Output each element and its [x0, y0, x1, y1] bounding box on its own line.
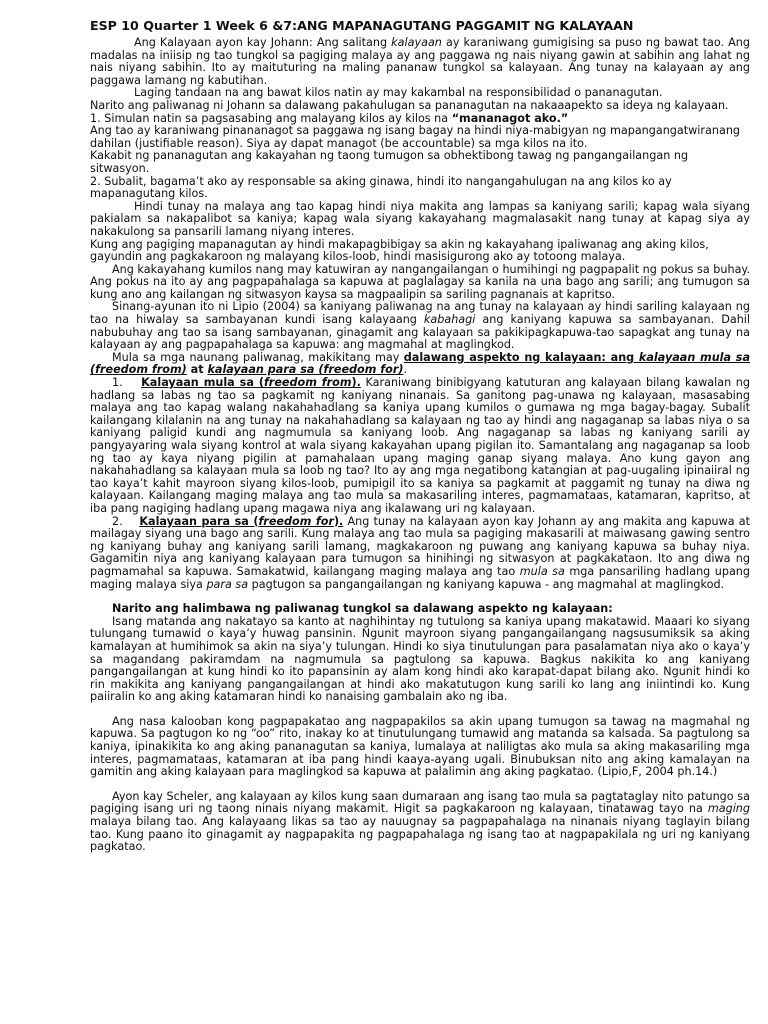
document-title: ESP 10 Quarter 1 Week 6 &7:ANG MAPANAGUTANG PAGGAMIT NG KALAYAAN: [90, 18, 634, 33]
text: Kalayaan mula sa (: [141, 376, 264, 390]
example-heading: Narito ang halimbawa ng paliwanag tungkol sa dalawang aspekto ng kalayaan:: [112, 602, 613, 616]
text-italic: maging: [707, 802, 750, 816]
text: Ang Kalayaan ayon kay Johann: Ang salitang: [134, 36, 392, 49]
paragraph-ability: Kakabit ng pananagutan ang kakayahan ng taong tumugon sa obhektibong tawag ng pangangailangan ng sitwasyon.: [90, 149, 689, 175]
section-freedom-for: [90, 516, 750, 592]
text: 1. Simulan natin sa pagsasabing ang malayang kilos ay kilos na: [90, 111, 452, 125]
section-heading: [139, 515, 343, 528]
text-bold: dalawang aspekto ng kalayaan: ang: [403, 350, 639, 364]
text: Kalayaan para sa (: [139, 514, 259, 528]
text: Sinang-ayunan ito ni Lipio (2004) sa kaniyang paliwanag na ang tunay na kalayaan ay hindi sariling kalayaan ng tao na hiwalay sa sambayanan kundi isang kalayaang: [90, 300, 750, 327]
text-bold-italic: kalayaan para sa (freedom for): [207, 363, 404, 377]
document-page: [90, 18, 750, 854]
paragraph-point-2: 2. Subalit, bagama’t ako ay responsable sa aking ginawa, hindi ito nangangahulugan na ang kilos ko ay mapanagutang kilos.: [90, 174, 672, 201]
text: Mula sa mga naunang paliwanag, makikitang may: [112, 350, 404, 364]
paragraph-focus: Ang kakayahang kumilos nang may katuwiran ay nangangailangan o humihingi ng pagpapalit ng pokus sa buhay. Ang pokus na ito ay ang pagpapahalaga sa kapuwa at paglalagay sa kanila na una bago ang sarili; ang tumugon sa kung ano ang kailangan ng sitwasyon kaysa sa magpaalipin sa sariling pagnanais at kapritso.: [90, 262, 750, 301]
paragraph-johann: Narito ang paliwanag ni Johann sa dalawang pakahulugan sa pananagutan na nakaaapekto sa ideya ng kalayaan.: [90, 98, 729, 112]
text: Karaniwang binibigyang katuturan ang kalayaan bilang kawalan ng hadlang sa labas ng tao sa pagkamit ng kaniyang ninanais. Sa ganitong pag-unawa ng kalayaan, masasabing malaya ang tao kapag walang nakahahadlang sa kaniya upang kumilos o gumawa ng mga bagay-bagay. Subalit kailangang kilalanin na ang tunay na nakahahadlang sa kalayaan ng tao ay hindi ang nagaganap sa labas niya o sa kaniyang paligid kundi ang nagmumula sa kaniyang loob. Ang nagaganap sa labas ng kaniyang sarili ay pangyayaring wala siyang kontrol at wala siyang kakayahan upang pigilan ito. Samantalang ang nagaganap sa loob ng tao ay kaya niyang pigilin at pamahalaan upang maging ganap siyang malaya. Ano kung gayon ang nakahahadlang sa kalayaan mula sa loob ng tao? Ito ay ang mga negatibong katangian at pag-uugaling ipinaiiral ng tao kaya’t kahit mayroon siyang kilos-loob, pumipigil ito sa kaniya sa pagkamit at paggamit ng tunay na diwa ng kalayaan. Kailangang maging malaya ang tao mula sa makasariling interes, pagmamataas, katamaran, kapritso, at iba pang nagiging hadlang upang magawa niya ang ikalawang uri ng kalayaan.: [90, 376, 750, 515]
section-freedom-from: [90, 377, 750, 516]
text: ang kaniyang kapuwa sa sambayanan. Dahil nabubuhay ang tao sa isang sambayanan, ginagamit ang kalayaan sa pakikipagkapuwa-tao sapagkat ang tunay na kalayaan ay ang pagpapahalaga sa kapuwa: ang magmahal at maglingkod.: [90, 313, 750, 352]
text: ).: [351, 376, 361, 390]
text: ).: [333, 514, 344, 528]
text: Ang tunay na kalayaan ayon kay Johann ay ang makita ang kapuwa at mailagay siyang una bago ang sarili. Kung malaya ang tao mula sa pagiging makasarili at maiwasang gawing sentro ng kaniyang buhay ang kaniyang sarili lamang, magkakaroon ng puwang ang kaniyang kapuwa sa buhay niya. Gagamitin niya ang kaniyang kalayaan para tumugon sa hinihingi ng sitwasyon at pagkakataon. Ito ang diwa ng pagmamahal sa kapuwa. Samakatwid, kailangang maging malaya ang tao: [90, 514, 750, 578]
paragraph-accountable: Ang tao ay karaniwang pinananagot sa paggawa ng isang bagay na hindi niya-mabigyan ng mapangangatwiranang dahilan (justifiable reason). Siya ay dapat managot (be accountable) sa mga kilos na ito.: [90, 124, 741, 150]
text-italic: mula sa: [519, 564, 565, 578]
paragraph-scheler: [90, 791, 750, 854]
paragraph-responsible: Kung ang pagiging mapanagutan ay hindi makapagbibigay sa akin ng kakayahang ipaliwanag ang aking kilos, gayundin ang pagkakaroon ng malayang kilos-loob, hindi masisigurong ako ay totoong malaya.: [90, 237, 709, 264]
text-italic: kalayaan: [391, 36, 442, 49]
text: ay karaniwang gumigising sa puso ng bawat tao. Ang madalas na iniisip ng tao tungkol sa pagiging malaya ay ang paggawa ng nais niyang gawin at sabihin ang lahat ng nais niyang sabihin. Ito ay maituturing na maling pananaw tungkol sa kalayaan. Ang tunay na kalayaan ay ang paggawa lamang ng kabutihan.: [90, 36, 750, 87]
paragraph-not-free: Hindi tunay na malaya ang tao kapag hindi niya makita ang lampas sa kaniyang sarili; kapag wala siyang pakialam sa nakapalibot sa kaniya; kapag wala siyang kakayahang magmalasakit nang tunay at kapag siya ay nakakulong sa pansarili lamang niyang interes.: [90, 199, 750, 238]
paragraph-example-2: Ang nasa kalooban kong pagpapakatao ang nagpapakilos sa akin upang tumugon sa tawag na magmahal ng kapuwa. Sa pagtugon ko ng “oo” rito, inakay ko at tinutulungang tumawid ang matanda sa kalsada. Sa pagtulong sa kaniya, ipinakikita ko ang aking pananagutan sa kaniya, lumalaya at naliligtas ako mula sa aking makasariling mga interes, pagmamataas, katamaran at iba pang hindi kaaya-ayang ugali. Binubuksan nito ang aking kamalayan na gamitin ang aking kalayaan para maglingkod sa kapuwa at palalimin ang aking pagkatao. (Lipio,F, 2004 ph.14.): [90, 714, 750, 779]
text: malaya bilang tao. Ang kalayaang likas sa tao ay nauugnay sa pagpapahalaga na ninanais niyang taglayin bilang tao. Kung paano ito ginagamit ay nagpapakita ng pagpapahalaga ng isang tao at nagpapakilala ng uri ng kaniyang pagkatao.: [90, 815, 750, 854]
text-italic: freedom for: [258, 514, 334, 528]
text: pagtugon sa pangangailangan ng kaniyang kapuwa - ang magmahal at maglingkod.: [248, 577, 725, 591]
list-number: 2.: [112, 514, 123, 528]
text-italic: kabahagi: [423, 313, 476, 327]
text-italic: para sa: [206, 577, 249, 591]
text-bold-italic: kalayaan mula sa (freedom from): [90, 350, 751, 377]
text-bold: “mananagot ako.”: [451, 111, 569, 125]
text: Ayon kay Scheler, ang kalayaan ay kilos kung saan dumaraan ang isang tao mula sa pagtataglay nito patungo sa pagiging isang uri ng taong ninais niyang makamit. Higit sa pagkakaroon ng kalayaan, tinatawag tayo na: [90, 789, 750, 816]
text: mga pansariling hadlang upang maging malaya siya: [90, 564, 750, 591]
paragraph-two-aspects: [90, 352, 750, 377]
paragraph-intro: [90, 37, 750, 87]
text-bold: at: [186, 363, 208, 377]
paragraph-lipio: [90, 301, 750, 351]
text-italic: freedom from: [263, 376, 352, 390]
section-heading: [141, 376, 361, 389]
list-number: 1.: [112, 376, 123, 390]
paragraph-example-1: Isang matanda ang nakatayo sa kanto at naghihintay ng tutulong sa kaniya upang makatawid. Maaari ko siyang tulungang tumawid o kaya’y huwag pansinin. Ngunit mayroon siyang pangangailangang nagsusumiksik sa aking kamalayan at humihimok sa akin na siya’y tulungan. Hindi ko siya tinutulungan para pasalamatan niya ako o kaya’y sa magandang pakiramdam na nagmumula sa pagtulong sa kapuwa. Bagkus nakikita ko ang kaniyang pangangailangan at kung hindi ko ito papansinin ay alam kong hindi ako karapat-dapat bilang ako. Ngunit hindi ko rin makikita ang kaniyang pangangailangan at hindi ako makatutugon kung sarili ko lang ang iniintindi ko. Kung paiiralin ko ang aking katamaran hindi ko nanaising gambalain ako ng iba.: [90, 614, 750, 704]
text: .: [403, 363, 408, 377]
paragraph-reminder: Laging tandaan na ang bawat kilos natin ay may kakambal na responsibilidad o pananagutan.: [134, 86, 663, 100]
